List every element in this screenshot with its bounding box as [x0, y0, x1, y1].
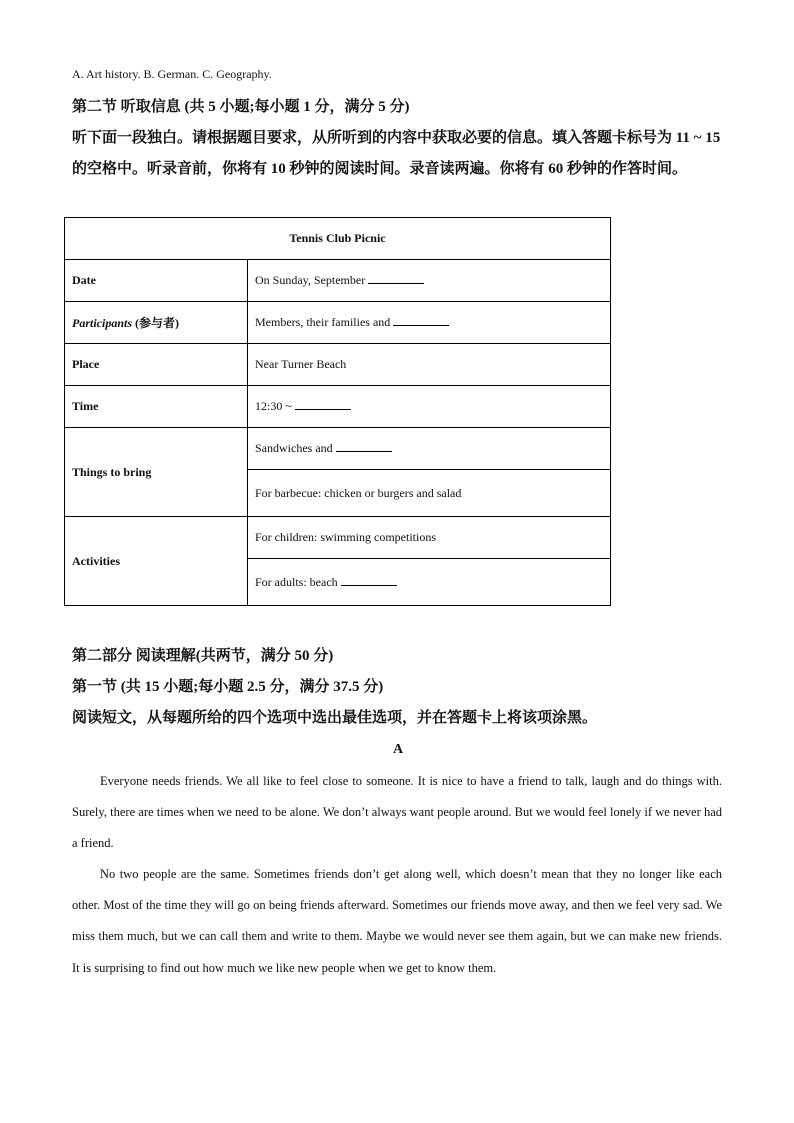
answer-blank — [393, 315, 449, 326]
answer-blank — [341, 575, 397, 586]
answer-blank — [368, 273, 424, 284]
part2-heading: 第二部分 阅读理解(共两节，满分 50 分) — [72, 648, 334, 664]
time-cell — [248, 386, 611, 428]
form-title: Tennis Club Picnic — [65, 218, 611, 260]
participants-label-en: Participants — [72, 316, 133, 330]
things-value-1: Sandwiches and — [255, 441, 333, 455]
activities-value-2: For adults: beach — [255, 574, 338, 589]
passage-label: A — [392, 742, 404, 757]
date-value: On Sunday, September — [255, 273, 366, 287]
part2-instruction: 阅读短文，从每题所给的四个选项中选出最佳选项，并在答题卡上将该项涂黑。 — [72, 710, 598, 726]
activities-cell-2 — [248, 559, 611, 606]
things-cell-1 — [248, 428, 611, 470]
place-value: Near Turner Beach — [248, 344, 611, 386]
activities-value-1: For children: swimming competitions — [248, 517, 611, 559]
answer-options-line: A. Art history. B. German. C. Geography. — [72, 67, 272, 81]
participants-cell — [248, 302, 611, 344]
section2-heading: 第二节 听取信息 (共 5 小题;每小题 1 分，满分 5 分) — [72, 99, 410, 115]
answer-blank — [336, 441, 392, 452]
participants-value: Members, their families and — [255, 315, 391, 329]
activities-label: Activities — [65, 517, 248, 606]
passage-paragraph: Everyone needs friends. We all like to feel close to someone. It is nice to have a friend to talk, laugh and do things with. Surely, there are times when we need to be alone. We don’t always want people around. But we would feel lonely if we never had a friend. — [72, 774, 722, 851]
things-value-2: For barbecue: chicken or burgers and salad — [248, 470, 611, 517]
date-label: Date — [65, 260, 248, 302]
things-label: Things to bring — [65, 428, 248, 517]
section2-instruction: 听下面一段独白。请根据题目要求，从所听到的内容中获取必要的信息。填入答题卡标号为 11 ~ 15 的空格中。听录音前，你将有 10 秒钟的阅读时间。录音读两遍。你将有 60 秒钟的作答时间。 — [72, 130, 721, 177]
place-label: Place — [65, 344, 248, 386]
answer-blank — [295, 399, 351, 410]
part2-section1-heading: 第一节 (共 15 小题;每小题 2.5 分，满分 37.5 分) — [72, 679, 384, 695]
participants-label-cn: (参与者) — [135, 316, 180, 330]
date-cell — [248, 260, 611, 302]
participants-label — [65, 302, 248, 344]
time-value: 12:30 ~ — [255, 399, 292, 413]
passage-paragraph: No two people are the same. Sometimes friends don’t get along well, which doesn’t mean that they no longer like each other. Most of the time they will go on being friends afterward. Sometimes our friends move away, and then we feel very sad. We miss them much, but we can call them and write to them. Maybe we would never see them again, but we can make new friends. It is surprising to find out how much we like new people when we get to know them. — [72, 867, 722, 975]
picnic-form-table — [64, 217, 611, 606]
time-label: Time — [65, 386, 248, 428]
